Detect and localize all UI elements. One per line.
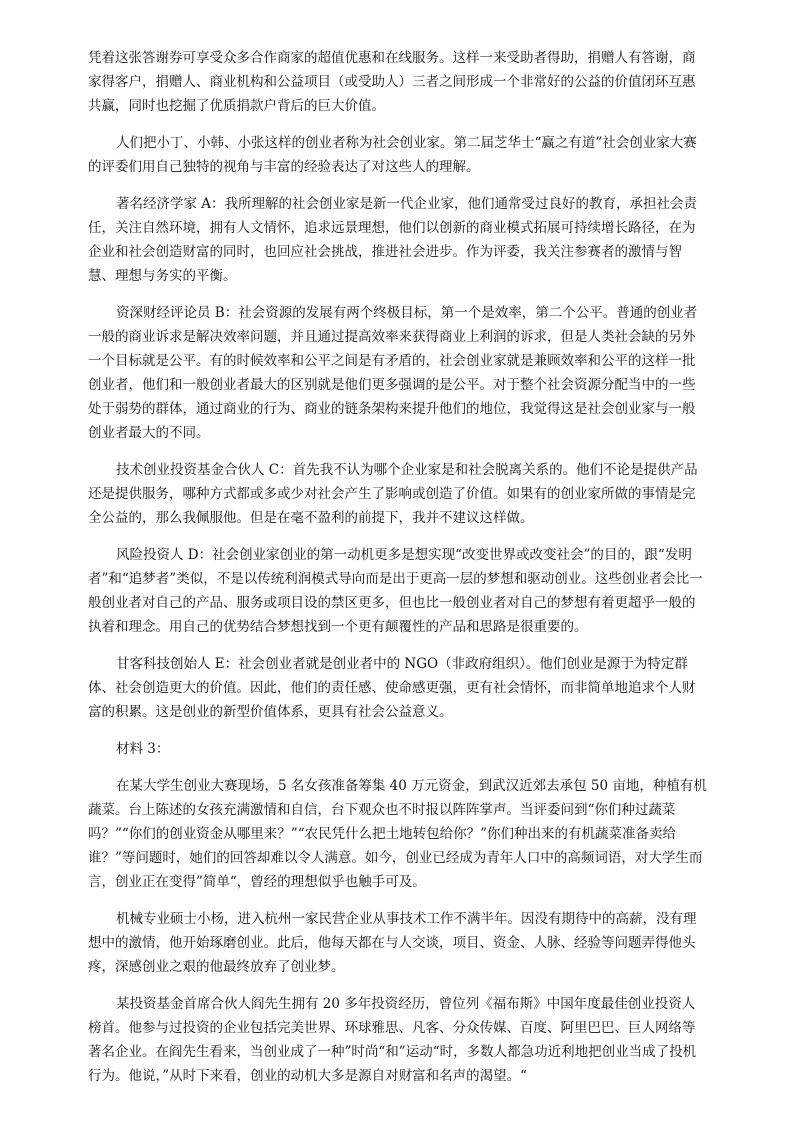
paragraph-6: 风险投资人 D：社会创业家创业的第一动机更多是想实现“改变世界或改变社会”的目的，跟“发明者”和“追梦者”类似，不是以传统利润模式导向而是出于更高一层的梦想和驱动创业。这些创业者会比一般创业者对自己的产品、服务或项目设的禁区更多，但也比一般创业者对自己的梦想有着更超乎一般的执着和理念。用自己的优势结合梦想找到一个更有颠覆性的产品和思路是很重要的。 [88,547,703,635]
paragraph-4: 资深财经评论员 B：社会资源的发展有两个终极目标，第一个是效率，第二个公平。普通的创业者一般的商业诉求是解决效率问题，并且通过提高效率来获得商业上利润的诉求，但是人类社会缺的另外一个目标就是公平。有的时候效率和公平之间是有矛盾的，社会创业家就是兼顾效率和公平的这样一批创业者，他们和一般创业者最大的区别就是他们更多强调的是公平。对于整个社会资源分配当中的一些处于弱势的群体，通过商业的行为、商业的链条架构来提升他们的地位，我觉得这是社会创业家与一般创业者最大的不同。 [88,305,698,441]
document-page [88,46,708,1101]
paragraph-7: 甘客科技创始人 E：社会创业者就是创业者中的 NGO（非政府组织）。他们创业是源于为特定群体、社会创造更大的价值。因此，他们的责任感、使命感更强，更有社会情怀，而非简单地追求个人财富的积累。这是创业的新型价值体系，更具有社会公益意义。 [88,656,696,720]
paragraph-3: 著名经济学家 A：我所理解的社会创业家是新一代企业家，他们通常受过良好的教育，承担社会责任，关注自然环境，拥有人文情怀，追求远景理想，他们以创新的商业模式拓展可持续增长路径，在为企业和社会创造财富的同时，也回应社会挑战，推进社会进步。作为评委，我关注参赛者的激情与智慧、理想与务实的平衡。 [88,196,698,284]
paragraph-2: 人们把小丁、小韩、小张这样的创业者称为社会创业家。第二届芝华士“赢之有道”社会创业家大赛的评委们用自己独特的视角与丰富的经验表达了对这些人的理解。 [88,135,697,175]
paragraph-9: 在某大学生创业大赛现场，5 名女孩准备筹集 40 万元资金，到武汉近郊去承包 50 亩地，种植有机蔬菜。台上陈述的女孩充满激情和自信，台下观众也不时报以阵阵掌声。当评委问到“你们种过蔬菜吗？”“你们的创业资金从哪里来？”“农民凭什么把土地转包给你？”你们种出来的有机蔬菜准备卖给谁？”等问题时，她们的回答却难以令人满意。如今，创业已经成为青年人口中的高频词语，对大学生而言，创业正在变得”简单“，曾经的理想似乎也触手可及。 [88,778,707,890]
paragraph-11: 某投资基金首席合伙人阎先生拥有 20 多年投资经历，曾位列《福布斯》中国年度最佳创业投资人榜首。他参与过投资的企业包括完美世界、环球雅思、凡客、分众传媒、百度、阿里巴巴、巨人网络等著名企业。在阎先生看来，当创业成了一种”时尚“和”运动“时，多数人都急功近利地把创业当成了投机行为。他说，”从时下来看，创业的动机大多是源自对财富和名声的渴望。“ [88,996,697,1084]
paragraph-10: 机械专业硕士小杨，进入杭州一家民营企业从事技术工作不满半年。因没有期待中的高薪，没有理想中的激情，他开始琢磨创业。此后，他每天都在与人交谈，项目、资金、人脉、经验等问题弄得他头疼，深感创业之艰的他最终放弃了创业梦。 [88,911,697,975]
paragraph-1: 凭着这张答谢券可享受众多合作商家的超值优惠和在线服务。这样一来受助者得助，捐赠人有答谢，商家得客户，捐赠人、商业机构和公益项目（或受助人）三者之间形成一个非常好的公益的价值闭环互惠共赢，同时也挖掘了优质捐款户背后的巨大价值。 [88,50,696,114]
section-label: 材料 3： [116,741,170,757]
paragraph-5: 技术创业投资基金合伙人 C：首先我不认为哪个企业家是和社会脱离关系的。他们不论是提供产品还是提供服务，哪种方式都或多或少对社会产生了影响或创造了价值。如果有的创业家所做的事情是完全公益的，那么我佩服他。但是在毫不盈利的前提下，我并不建议这样做。 [88,462,698,526]
